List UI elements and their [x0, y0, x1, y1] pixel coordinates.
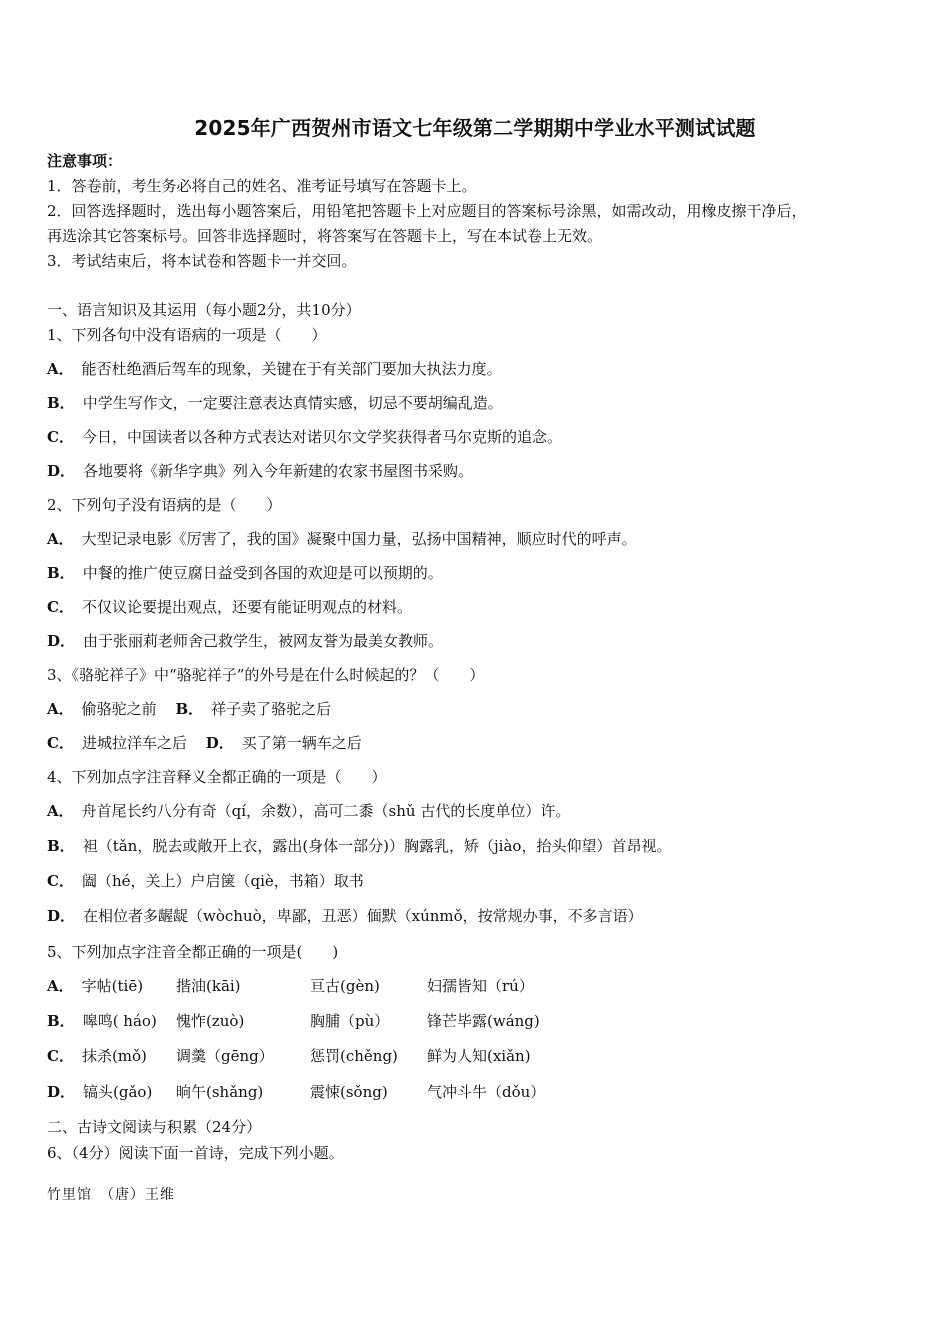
option-row — [47, 699, 331, 719]
option-label: A． — [47, 530, 74, 548]
option-text: 气冲斗牛（dǒu） — [427, 1083, 546, 1101]
option-text: 亘古(gèn) — [310, 977, 380, 995]
question-stem: 3、《骆驼祥子》中“骆驼祥子”的外号是在什么时候起的？（ ） — [47, 666, 485, 684]
option-text: 阖（hé，关上）户启箧（qiè，书箱）取书 — [81, 872, 364, 890]
option-label: A． — [47, 360, 74, 378]
notes-heading: 注意事项： — [47, 152, 123, 170]
option-text: 进城拉洋车之后 — [81, 734, 187, 752]
option-text: 愧怍(zuò) — [176, 1012, 245, 1030]
option-text: 鲜为人知(xiǎn) — [427, 1047, 531, 1065]
option-text: 祥子卖了骆驼之后 — [211, 700, 332, 718]
option-text: 偷骆驼之前 — [81, 700, 157, 718]
option-row — [47, 733, 362, 753]
option-row — [47, 393, 503, 413]
option-label: B． — [47, 564, 75, 582]
notes-item: 1．答卷前，考生务必将自己的姓名、准考证号填写在答题卡上。 — [47, 177, 477, 195]
option-text: 在相位者多龌龊（wòchuò，卑鄙，丑恶）偭默（xúnmǒ，按常规办事，不多言语） — [83, 907, 643, 925]
notes-item: 再选涂其它答案标号。回答非选择题时，将答案写在答题卡上，写在本试卷上无效。 — [47, 227, 603, 245]
option-text: 由于张丽莉老师舍己救学生，被网友誉为最美女教师。 — [83, 632, 444, 650]
option-row — [47, 597, 412, 617]
option-row — [47, 836, 671, 856]
option-text: 嗥鸣( háo) — [82, 1012, 157, 1030]
option-text: 中餐的推广使豆腐日益受到各国的欢迎是可以预期的。 — [82, 564, 443, 582]
question-stem: 1、下列各句中没有语病的一项是（ ） — [47, 326, 327, 344]
poem-title: 竹里馆 （唐）王维 — [47, 1187, 175, 1203]
option-label: D． — [47, 462, 76, 480]
option-row — [47, 461, 473, 481]
option-label: B． — [47, 394, 75, 412]
option-text: 晌午(shǎng) — [176, 1083, 264, 1101]
option-text: 字帖(tiē) — [81, 977, 144, 995]
option-text: 袒（tǎn，脱去或敞开上衣，露出(身体一部分)）胸露乳，矫（jiào，抬头仰望）首昂视。 — [82, 837, 672, 855]
option-label: D． — [47, 1083, 76, 1101]
option-label: A． — [47, 977, 74, 995]
option-text: 惩罚(chěng) — [310, 1047, 398, 1065]
option-text: 锋芒毕露(wáng) — [427, 1012, 540, 1030]
section-heading: 二、古诗文阅读与积累（24分） — [47, 1118, 262, 1136]
option-text: 能否杜绝酒后驾车的现象，关键在于有关部门要加大执法力度。 — [81, 360, 502, 378]
option-label: B． — [175, 700, 204, 718]
option-label: C． — [47, 1047, 74, 1065]
option-label: B． — [47, 837, 75, 855]
notes-item: 2．回答选择题时，选出每小题答案后，用铅笔把答题卡上对应题目的答案标号涂黑，如需改动，用橡皮擦干净后， — [47, 202, 807, 220]
question-stem: 2、下列句子没有语病的是（ ） — [47, 496, 282, 514]
option-label: B． — [47, 1012, 75, 1030]
option-text: 大型记录电影《厉害了，我的国》凝聚中国力量，弘扬中国精神，顺应时代的呼声。 — [81, 530, 637, 548]
question-stem: 6、（4分）阅读下面一首诗，完成下列小题。 — [47, 1144, 344, 1162]
option-text: 各地要将《新华字典》列入今年新建的农家书屋图书采购。 — [83, 462, 474, 480]
option-label: D． — [47, 907, 76, 925]
option-text: 不仅议论要提出观点，还要有能证明观点的材料。 — [81, 598, 412, 616]
section-heading: 一、语言知识及其运用（每小题2分，共10分） — [47, 301, 361, 319]
option-text: 买了第一辆车之后 — [241, 734, 362, 752]
option-row — [47, 801, 570, 821]
option-row — [47, 906, 643, 926]
option-text: 今日，中国读者以各种方式表达对诺贝尔文学奖获得者马尔克斯的追念。 — [81, 428, 562, 446]
option-text: 中学生写作文，一定要注意表达真情实感，切忌不要胡编乱造。 — [82, 394, 503, 412]
option-label: C． — [47, 734, 74, 752]
option-text: 妇孺皆知（rú） — [427, 977, 534, 995]
page-title: 2025年广西贺州市语文七年级第二学期期中学业水平测试试题 — [194, 116, 756, 140]
option-text: 舟首尾长约八分有奇（qí，余数），高可二黍（shǔ 古代的长度单位）许。 — [81, 802, 571, 820]
option-label: C． — [47, 598, 74, 616]
option-label: A． — [47, 802, 74, 820]
option-row — [47, 631, 443, 651]
option-row — [47, 563, 443, 583]
option-label: D． — [205, 734, 234, 752]
option-text: 震悚(sǒng) — [310, 1083, 388, 1101]
question-stem: 5、下列加点字注音全都正确的一项是( ) — [47, 943, 339, 961]
option-text: 镐头(gǎo) — [83, 1083, 153, 1101]
option-text: 调羹（gēng） — [176, 1047, 274, 1065]
option-label: D． — [47, 632, 76, 650]
question-stem: 4、下列加点字注音释义全都正确的一项是（ ） — [47, 768, 387, 786]
option-row — [47, 427, 562, 447]
option-label: C． — [47, 428, 74, 446]
option-label: A． — [47, 700, 74, 718]
option-row — [47, 359, 502, 379]
option-text: 揩油(kāi) — [176, 977, 241, 995]
option-row — [47, 529, 637, 549]
option-row — [47, 871, 364, 891]
option-label: C． — [47, 872, 74, 890]
option-text: 胸脯（pù） — [310, 1012, 390, 1030]
option-text: 抹杀(mǒ) — [81, 1047, 147, 1065]
notes-item: 3．考试结束后，将本试卷和答题卡一并交回。 — [47, 252, 357, 270]
